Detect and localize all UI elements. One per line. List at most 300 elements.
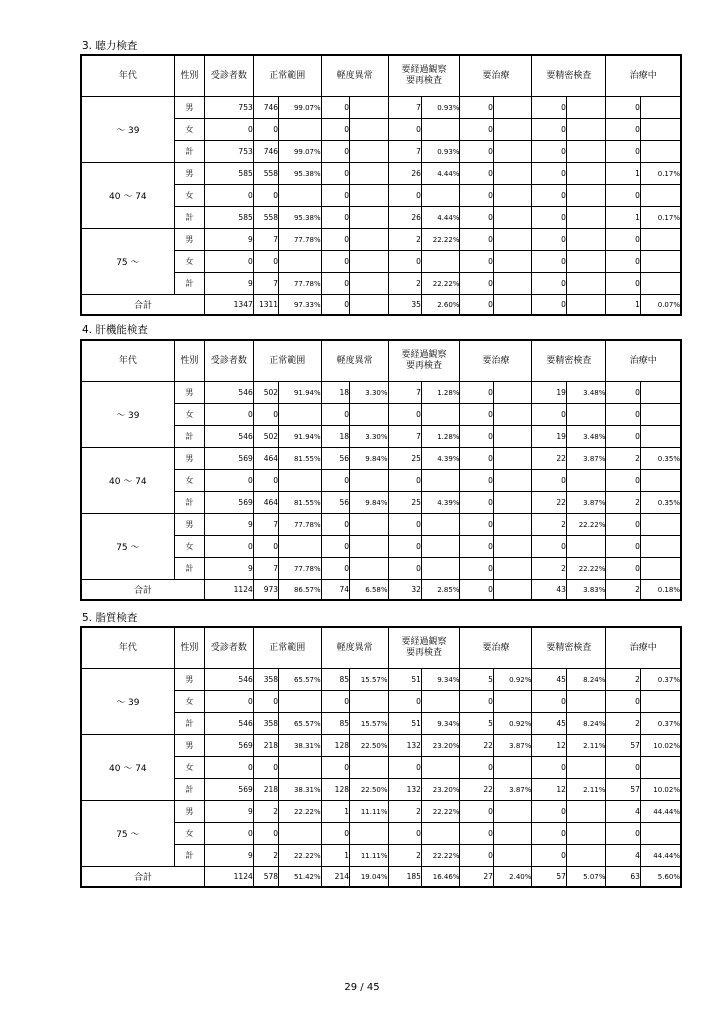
count-cell: 9 — [205, 801, 254, 823]
percent-cell — [493, 823, 532, 845]
percent-cell: 22.50% — [350, 779, 389, 801]
percent-cell — [493, 691, 532, 713]
count-cell: 358 — [253, 669, 278, 691]
total-label: 合計 — [81, 295, 205, 316]
percent-cell: 38.31% — [279, 779, 322, 801]
count-cell: 0 — [321, 536, 349, 558]
count-cell: 0 — [321, 163, 349, 185]
count-cell: 57 — [606, 779, 640, 801]
sex-cell: 計 — [174, 273, 204, 295]
count-cell: 18 — [321, 426, 349, 448]
percent-cell — [421, 691, 460, 713]
count-cell: 5 — [460, 669, 493, 691]
sex-cell: 女 — [174, 823, 204, 845]
percent-cell: 81.55% — [279, 448, 322, 470]
count-cell: 0 — [388, 185, 421, 207]
percent-cell: 3.87% — [493, 779, 532, 801]
sex-cell: 女 — [174, 185, 204, 207]
header-row — [81, 55, 681, 97]
count-cell: 9 — [205, 845, 254, 867]
sex-cell: 計 — [174, 207, 204, 229]
count-cell: 0 — [606, 229, 640, 251]
percent-cell — [493, 207, 532, 229]
count-cell: 0 — [460, 119, 493, 141]
percent-cell — [566, 163, 606, 185]
count-cell: 0 — [606, 141, 640, 163]
count-cell: 7 — [388, 97, 421, 119]
percent-cell — [350, 229, 389, 251]
percent-cell — [640, 470, 681, 492]
table-row — [81, 735, 681, 757]
count-cell: 0 — [388, 558, 421, 580]
age-group-cell: 40 ～ 74 — [81, 448, 174, 514]
count-cell: 0 — [460, 229, 493, 251]
percent-cell — [279, 536, 322, 558]
percent-cell: 51.42% — [279, 867, 322, 888]
count-cell: 19 — [532, 382, 566, 404]
percent-cell — [640, 691, 681, 713]
percent-cell: 97.33% — [279, 295, 322, 316]
count-cell: 25 — [388, 492, 421, 514]
count-cell: 214 — [321, 867, 349, 888]
col-header-observe-line1: 要経過観察 — [401, 637, 447, 647]
table-row — [81, 514, 681, 536]
count-cell: 1347 — [205, 295, 254, 316]
percent-cell — [350, 119, 389, 141]
count-cell: 56 — [321, 448, 349, 470]
count-cell: 0 — [253, 757, 278, 779]
col-header-in-treatment: 治療中 — [606, 627, 681, 669]
count-cell: 0 — [606, 119, 640, 141]
count-cell: 0 — [532, 295, 566, 316]
col-header-observe-line2: 要再検査 — [405, 361, 442, 371]
sex-cell: 女 — [174, 119, 204, 141]
count-cell: 0 — [532, 823, 566, 845]
percent-cell — [279, 404, 322, 426]
percent-cell: 77.78% — [279, 558, 322, 580]
percent-cell — [493, 273, 532, 295]
sex-cell: 男 — [174, 229, 204, 251]
count-cell: 464 — [253, 492, 278, 514]
count-cell: 2 — [253, 801, 278, 823]
percent-cell — [350, 273, 389, 295]
count-cell: 7 — [388, 141, 421, 163]
count-cell: 9 — [205, 229, 254, 251]
count-cell: 2 — [532, 514, 566, 536]
age-group-cell: 75 ～ — [81, 229, 174, 295]
sex-cell: 計 — [174, 492, 204, 514]
count-cell: 0 — [606, 185, 640, 207]
count-cell: 0 — [388, 823, 421, 845]
table-hearing — [80, 54, 682, 316]
percent-cell — [640, 273, 681, 295]
table-row — [81, 669, 681, 691]
col-header-detailed: 要精密検査 — [532, 55, 606, 97]
count-cell: 0 — [321, 404, 349, 426]
sex-cell: 女 — [174, 757, 204, 779]
percent-cell — [640, 229, 681, 251]
percent-cell — [421, 251, 460, 273]
count-cell: 4 — [606, 845, 640, 867]
percent-cell: 0.93% — [421, 141, 460, 163]
count-cell: 128 — [321, 779, 349, 801]
percent-cell: 22.22% — [279, 845, 322, 867]
count-cell: 85 — [321, 669, 349, 691]
sex-cell: 男 — [174, 735, 204, 757]
count-cell: 57 — [532, 867, 566, 888]
col-header-sex: 性別 — [174, 55, 204, 97]
percent-cell — [640, 97, 681, 119]
percent-cell — [421, 514, 460, 536]
col-header-detailed: 要精密検査 — [532, 627, 606, 669]
percent-cell: 3.48% — [566, 426, 606, 448]
percent-cell: 0.17% — [640, 207, 681, 229]
count-cell: 9 — [205, 558, 254, 580]
percent-cell: 4.44% — [421, 163, 460, 185]
sex-cell: 男 — [174, 163, 204, 185]
percent-cell — [350, 141, 389, 163]
count-cell: 26 — [388, 163, 421, 185]
sex-cell: 男 — [174, 801, 204, 823]
percent-cell — [493, 470, 532, 492]
col-header-normal: 正常範囲 — [253, 55, 321, 97]
percent-cell — [421, 119, 460, 141]
count-cell: 12 — [532, 735, 566, 757]
count-cell: 0 — [460, 580, 493, 601]
col-header-mild: 軽度異常 — [321, 627, 388, 669]
count-cell: 0 — [388, 404, 421, 426]
count-cell: 22 — [460, 735, 493, 757]
percent-cell — [640, 251, 681, 273]
percent-cell — [566, 470, 606, 492]
percent-cell: 3.83% — [566, 580, 606, 601]
percent-cell: 6.58% — [350, 580, 389, 601]
count-cell: 0 — [532, 163, 566, 185]
count-cell: 0 — [532, 404, 566, 426]
percent-cell — [493, 558, 532, 580]
percent-cell — [493, 757, 532, 779]
col-header-sex: 性別 — [174, 627, 204, 669]
count-cell: 0 — [253, 185, 278, 207]
percent-cell: 2.60% — [421, 295, 460, 316]
count-cell: 0 — [205, 251, 254, 273]
percent-cell — [421, 823, 460, 845]
age-group-cell: 75 ～ — [81, 514, 174, 580]
percent-cell — [350, 514, 389, 536]
percent-cell — [493, 492, 532, 514]
count-cell: 7 — [388, 426, 421, 448]
percent-cell: 1.28% — [421, 426, 460, 448]
count-cell: 2 — [388, 273, 421, 295]
percent-cell: 4.44% — [421, 207, 460, 229]
percent-cell — [350, 404, 389, 426]
percent-cell — [350, 207, 389, 229]
col-header-treatment: 要治療 — [460, 627, 532, 669]
total-row — [81, 867, 681, 888]
percent-cell — [493, 536, 532, 558]
percent-cell: 5.07% — [566, 867, 606, 888]
table-row — [81, 97, 681, 119]
percent-cell: 15.57% — [350, 713, 389, 735]
percent-cell: 10.02% — [640, 779, 681, 801]
count-cell: 2 — [388, 845, 421, 867]
count-cell: 57 — [606, 735, 640, 757]
percent-cell — [493, 448, 532, 470]
percent-cell: 0.92% — [493, 713, 532, 735]
percent-cell — [566, 97, 606, 119]
count-cell: 128 — [321, 735, 349, 757]
col-header-in-treatment: 治療中 — [606, 340, 681, 382]
count-cell: 0 — [460, 207, 493, 229]
count-cell: 0 — [460, 448, 493, 470]
count-cell: 0 — [532, 536, 566, 558]
col-header-in-treatment: 治療中 — [606, 55, 681, 97]
percent-cell: 65.57% — [279, 713, 322, 735]
count-cell: 0 — [460, 801, 493, 823]
percent-cell — [279, 470, 322, 492]
count-cell: 2 — [388, 801, 421, 823]
percent-cell — [566, 141, 606, 163]
percent-cell — [421, 757, 460, 779]
percent-cell — [640, 514, 681, 536]
percent-cell — [493, 382, 532, 404]
percent-cell: 19.04% — [350, 867, 389, 888]
count-cell: 569 — [205, 735, 254, 757]
count-cell: 45 — [532, 713, 566, 735]
col-header-examinees: 受診者数 — [205, 340, 254, 382]
count-cell: 753 — [205, 97, 254, 119]
count-cell: 7 — [253, 229, 278, 251]
count-cell: 19 — [532, 426, 566, 448]
percent-cell — [493, 185, 532, 207]
percent-cell: 86.57% — [279, 580, 322, 601]
percent-cell — [350, 163, 389, 185]
count-cell: 0 — [532, 185, 566, 207]
count-cell: 0 — [460, 558, 493, 580]
percent-cell: 9.84% — [350, 448, 389, 470]
count-cell: 22 — [460, 779, 493, 801]
sex-cell: 計 — [174, 558, 204, 580]
percent-cell: 3.87% — [493, 735, 532, 757]
count-cell: 0 — [606, 536, 640, 558]
count-cell: 358 — [253, 713, 278, 735]
col-header-detailed: 要精密検査 — [532, 340, 606, 382]
count-cell: 0 — [205, 185, 254, 207]
count-cell: 0 — [205, 691, 254, 713]
percent-cell: 9.34% — [421, 713, 460, 735]
age-group-cell: ～ 39 — [81, 382, 174, 448]
percent-cell: 8.24% — [566, 713, 606, 735]
count-cell: 22 — [532, 492, 566, 514]
percent-cell: 0.37% — [640, 713, 681, 735]
count-cell: 1124 — [205, 867, 254, 888]
count-cell: 2 — [253, 845, 278, 867]
percent-cell: 65.57% — [279, 669, 322, 691]
age-group-cell: 40 ～ 74 — [81, 163, 174, 229]
col-header-observe — [388, 55, 460, 97]
count-cell: 0 — [532, 207, 566, 229]
col-header-examinees: 受診者数 — [205, 55, 254, 97]
count-cell: 0 — [606, 558, 640, 580]
count-cell: 132 — [388, 735, 421, 757]
percent-cell: 77.78% — [279, 514, 322, 536]
percent-cell — [640, 404, 681, 426]
percent-cell: 38.31% — [279, 735, 322, 757]
count-cell: 85 — [321, 713, 349, 735]
count-cell: 0 — [253, 823, 278, 845]
percent-cell — [493, 295, 532, 316]
sex-cell: 女 — [174, 536, 204, 558]
count-cell: 2 — [532, 558, 566, 580]
count-cell: 0 — [606, 823, 640, 845]
percent-cell: 3.48% — [566, 382, 606, 404]
count-cell: 0 — [532, 273, 566, 295]
percent-cell — [493, 514, 532, 536]
percent-cell — [279, 691, 322, 713]
percent-cell — [566, 823, 606, 845]
percent-cell: 0.18% — [640, 580, 681, 601]
count-cell: 0 — [388, 251, 421, 273]
percent-cell — [350, 185, 389, 207]
percent-cell: 81.55% — [279, 492, 322, 514]
count-cell: 2 — [606, 448, 640, 470]
total-label: 合計 — [81, 867, 205, 888]
count-cell: 0 — [388, 757, 421, 779]
col-header-normal: 正常範囲 — [253, 340, 321, 382]
count-cell: 2 — [606, 492, 640, 514]
count-cell: 0 — [205, 757, 254, 779]
percent-cell — [350, 536, 389, 558]
percent-cell — [566, 207, 606, 229]
percent-cell — [279, 823, 322, 845]
percent-cell — [566, 119, 606, 141]
count-cell: 0 — [460, 382, 493, 404]
percent-cell — [566, 801, 606, 823]
count-cell: 0 — [460, 757, 493, 779]
count-cell: 0 — [460, 273, 493, 295]
count-cell: 0 — [253, 119, 278, 141]
percent-cell — [640, 558, 681, 580]
percent-cell — [640, 757, 681, 779]
percent-cell — [640, 141, 681, 163]
percent-cell: 3.87% — [566, 448, 606, 470]
col-header-age: 年代 — [81, 340, 174, 382]
percent-cell: 0.92% — [493, 669, 532, 691]
count-cell: 546 — [205, 713, 254, 735]
percent-cell — [493, 251, 532, 273]
percent-cell — [493, 141, 532, 163]
percent-cell — [493, 426, 532, 448]
percent-cell: 9.84% — [350, 492, 389, 514]
percent-cell — [279, 119, 322, 141]
count-cell: 0 — [321, 691, 349, 713]
percent-cell — [493, 97, 532, 119]
count-cell: 0 — [388, 536, 421, 558]
col-header-observe-line1: 要経過観察 — [401, 65, 447, 75]
count-cell: 0 — [606, 382, 640, 404]
header-row — [81, 627, 681, 669]
age-group-cell: ～ 39 — [81, 97, 174, 163]
percent-cell — [566, 229, 606, 251]
percent-cell — [421, 470, 460, 492]
count-cell: 1 — [321, 801, 349, 823]
count-cell: 753 — [205, 141, 254, 163]
col-header-treatment: 要治療 — [460, 340, 532, 382]
percent-cell: 99.07% — [279, 97, 322, 119]
count-cell: 0 — [321, 470, 349, 492]
percent-cell: 44.44% — [640, 845, 681, 867]
age-group-cell: 40 ～ 74 — [81, 735, 174, 801]
count-cell: 0 — [321, 119, 349, 141]
count-cell: 25 — [388, 448, 421, 470]
percent-cell: 95.38% — [279, 207, 322, 229]
count-cell: 0 — [388, 470, 421, 492]
count-cell: 0 — [321, 141, 349, 163]
sex-cell: 計 — [174, 845, 204, 867]
count-cell: 63 — [606, 867, 640, 888]
count-cell: 0 — [460, 141, 493, 163]
percent-cell: 0.35% — [640, 492, 681, 514]
percent-cell: 22.22% — [421, 801, 460, 823]
age-group-cell: 75 ～ — [81, 801, 174, 867]
count-cell: 0 — [460, 492, 493, 514]
sex-cell: 女 — [174, 404, 204, 426]
percent-cell — [350, 823, 389, 845]
count-cell: 0 — [253, 691, 278, 713]
count-cell: 56 — [321, 492, 349, 514]
count-cell: 502 — [253, 382, 278, 404]
count-cell: 0 — [532, 229, 566, 251]
count-cell: 0 — [205, 823, 254, 845]
count-cell: 1124 — [205, 580, 254, 601]
count-cell: 0 — [388, 514, 421, 536]
count-cell: 0 — [321, 251, 349, 273]
percent-cell — [493, 404, 532, 426]
count-cell: 1 — [321, 845, 349, 867]
table-row — [81, 229, 681, 251]
count-cell: 0 — [532, 845, 566, 867]
percent-cell — [640, 119, 681, 141]
count-cell: 0 — [321, 185, 349, 207]
percent-cell — [493, 163, 532, 185]
count-cell: 27 — [460, 867, 493, 888]
count-cell: 546 — [205, 669, 254, 691]
percent-cell: 22.50% — [350, 735, 389, 757]
percent-cell: 16.46% — [421, 867, 460, 888]
sex-cell: 計 — [174, 779, 204, 801]
page-number: 29 / 45 — [344, 982, 380, 993]
count-cell: 7 — [388, 382, 421, 404]
count-cell: 0 — [460, 514, 493, 536]
count-cell: 585 — [205, 207, 254, 229]
percent-cell: 23.20% — [421, 779, 460, 801]
section-title-lipid: 5. 脂質検査 — [82, 612, 138, 624]
count-cell: 0 — [321, 97, 349, 119]
count-cell: 0 — [606, 691, 640, 713]
count-cell: 18 — [321, 382, 349, 404]
total-row — [81, 295, 681, 316]
count-cell: 558 — [253, 163, 278, 185]
percent-cell: 5.60% — [640, 867, 681, 888]
count-cell: 0 — [606, 404, 640, 426]
percent-cell — [350, 295, 389, 316]
percent-cell: 22.22% — [566, 558, 606, 580]
percent-cell: 11.11% — [350, 845, 389, 867]
count-cell: 585 — [205, 163, 254, 185]
table-row — [81, 801, 681, 823]
count-cell: 578 — [253, 867, 278, 888]
count-cell: 0 — [532, 757, 566, 779]
